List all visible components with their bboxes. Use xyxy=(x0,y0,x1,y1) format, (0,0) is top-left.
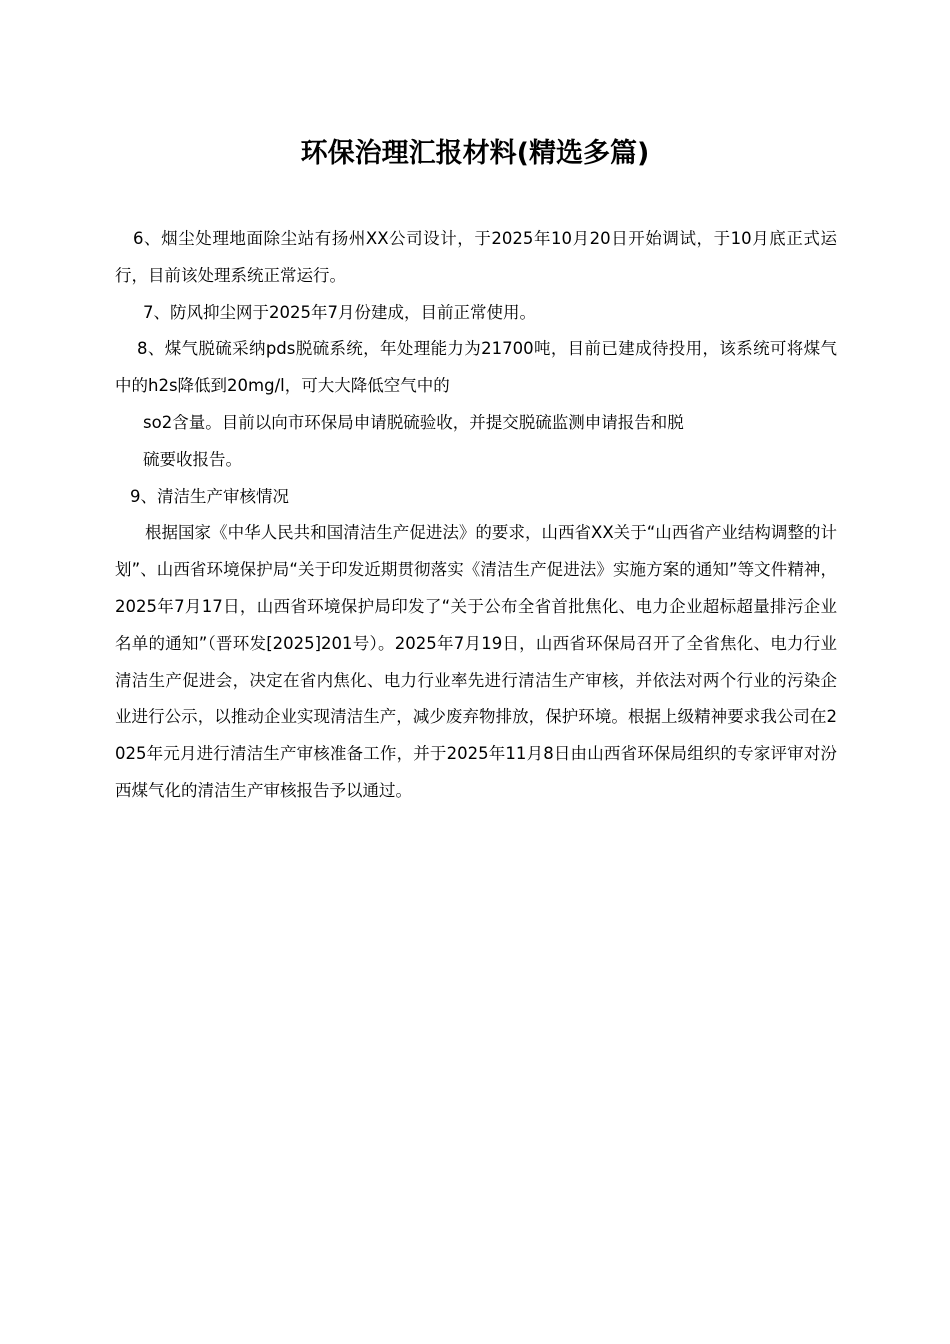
document-title: 环保治理汇报材料(精选多篇) xyxy=(300,138,650,169)
paragraph-item-7: 7、防风抑尘网于2025年7月份建成，目前正常使用。 xyxy=(143,302,536,322)
paragraph-item-8: 8、煤气脱硫采纳pds脱硫系统，年处理能力为21700吨，目前已建成待投用，该系统可将煤气中的h2s降低到20mg/l，可大大降低空气中的 xyxy=(115,339,837,396)
paragraph-item-9-heading: 9、清洁生产审核情况 xyxy=(130,486,289,506)
paragraph-item-8-cont-2: 硫要收报告。 xyxy=(143,449,242,469)
paragraph-item-8-cont-1: so2含量。目前以向市环保局申请脱硫验收，并提交脱硫监测申请报告和脱 xyxy=(143,412,684,432)
paragraph-item-6: 6、烟尘处理地面除尘站有扬州XX公司设计，于2025年10月20日开始调试，于10月底正式运行，目前该处理系统正常运行。 xyxy=(115,229,837,285)
paragraph-cleaner-production: 根据国家《中华人民共和国清洁生产促进法》的要求，山西省XX关于“山西省产业结构调整的计划”、山西省环境保护局“关于印发近期贯彻落实《清洁生产促进法》实施方案的通知”等文件精神，2025年7月17日，山西省环境保护局印发了“关于公布全省首批焦化、电力企业超标超量排污企业名单的通知”（晋环发[2025]201号）。2025年7月19日，山西省环保局召开了全省焦化、电力行业清洁生产促进会，决定在省内焦化、电力行业率先进行清洁生产审核，并依法对两个行业的污染企业进行公示，以推动企业实现清洁生产，减少废弃物排放，保护环境。根据上级精神要求我公司在2025年元月进行清洁生产审核准备工作，并于2025年11月8日由山西省环保局组织的专家评审对汾西煤气化的清洁生产审核报告予以通过。 xyxy=(115,523,837,800)
document-body xyxy=(115,221,837,810)
